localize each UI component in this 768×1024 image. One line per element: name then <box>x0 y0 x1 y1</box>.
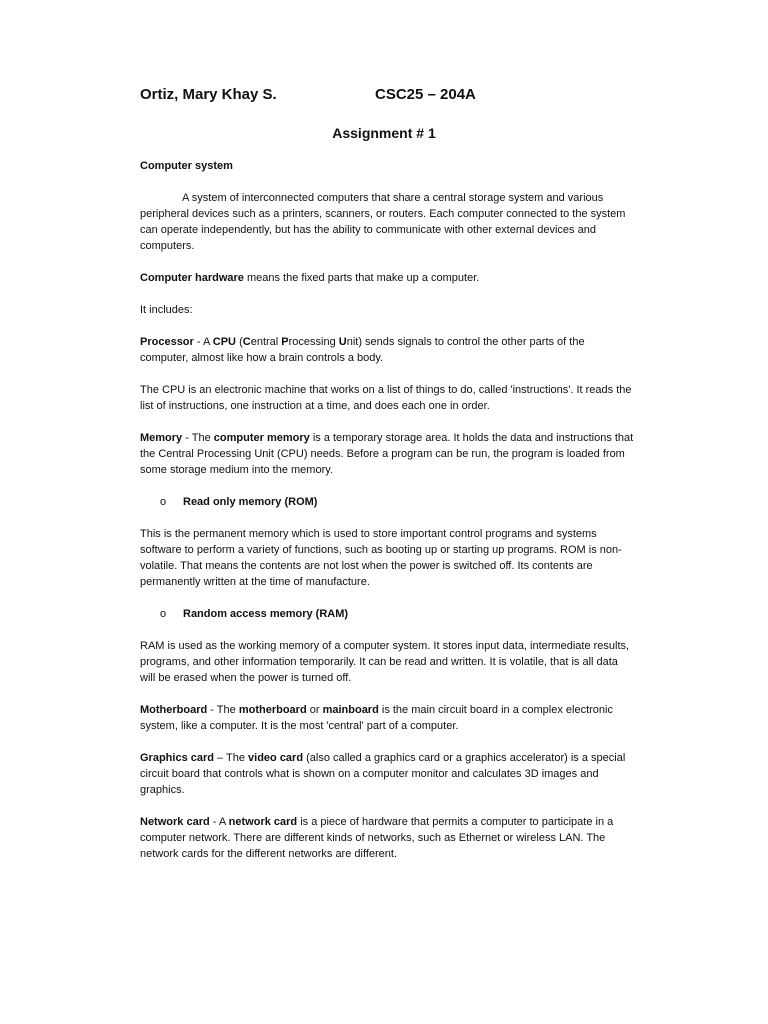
bullet-rom <box>140 494 635 510</box>
graphics-text-2: (also called a graphics card or a graphics accelerator) is a special circuit board that controls what is shown on a computer monitor and calculates 3D images and graphics. <box>140 752 626 796</box>
processor-text-1: - A <box>193 336 213 348</box>
document-header <box>140 86 640 108</box>
section-heading-computer-system: Computer system <box>140 160 233 172</box>
letter-p: P <box>281 336 289 348</box>
term-cpu: CPU <box>212 336 237 348</box>
course-code: CSC25 – 204A <box>375 86 476 103</box>
motherboard-text-1: - The <box>207 704 239 716</box>
network-text-1: - A <box>209 816 229 828</box>
student-name: Ortiz, Mary Khay S. <box>140 86 277 103</box>
term-video-card: video card <box>248 752 304 764</box>
motherboard-text-2: or <box>306 704 323 716</box>
term-processor: Processor <box>140 336 194 348</box>
term-computer-hardware: Computer hardware <box>140 272 244 284</box>
term-memory: Memory <box>140 432 183 444</box>
processor-text-2: ( <box>236 336 243 348</box>
graphics-text-1: – The <box>213 752 249 764</box>
bullet-mark-ram: o <box>160 608 167 620</box>
term-computer-memory: computer memory <box>213 432 310 444</box>
ram-heading: Random access memory (RAM) <box>183 608 349 620</box>
rom-heading: Read only memory (ROM) <box>183 496 318 508</box>
paragraph-cpu-instructions: The CPU is an electronic machine that works on a list of things to do, called 'instructions'. It reads the list of instructions, one instruction at a time, and does each one in order. <box>140 384 632 412</box>
bullet-ram <box>140 606 635 622</box>
memory-text-2: is a temporary storage area. It holds the data and instructions that the Central Processing Unit (CPU) needs. Before a program can be run, the program is loaded from some storage medium into the memory. <box>140 432 634 476</box>
paragraph-graphics-card <box>140 750 635 798</box>
paragraph-motherboard <box>140 702 635 734</box>
hardware-text: means the fixed parts that make up a computer. <box>243 272 480 284</box>
assignment-title: Assignment # 1 <box>332 125 436 141</box>
processor-text-entral: entral <box>250 336 282 348</box>
processor-text-nit: nit) sends signals to control the other parts of the computer, almost like how a brain controls a body. <box>140 336 585 364</box>
term-network-card: Network card <box>140 816 210 828</box>
bullet-mark-rom: o <box>160 496 167 508</box>
paragraph-hardware <box>140 270 635 286</box>
paragraph-includes: It includes: <box>140 304 193 316</box>
paragraph-computer-system: A system of interconnected computers that share a central storage system and various peripheral devices such as a printers, scanners, or routers. Each computer connected to the system can operate independently, but has the ability to communicate with other external devices and computers. <box>140 192 626 252</box>
paragraph-memory <box>140 430 635 478</box>
term-motherboard: Motherboard <box>140 704 208 716</box>
term-mainboard: mainboard <box>322 704 379 716</box>
term-network-card-2: network card <box>228 816 298 828</box>
term-graphics-card: Graphics card <box>140 752 214 764</box>
paragraph-ram: RAM is used as the working memory of a computer system. It stores input data, intermediate results, programs, and other information temporarily. It can be read and written. It is volatile, that is all data will be erased when the power is turned off. <box>140 640 630 684</box>
term-motherboard-2: motherboard <box>238 704 307 716</box>
paragraph-network-card <box>140 814 635 862</box>
letter-c: C <box>242 336 251 348</box>
paragraph-rom: This is the permanent memory which is used to store important control programs and systems software to perform a variety of functions, such as booting up or starting up programs. ROM is non-volatile. That means the contents are not lost when the power is switched off. Its contents are permanently written at the time of manufacture. <box>140 528 622 588</box>
network-text-2: is a piece of hardware that permits a computer to participate in a computer network. There are different kinds of networks, such as Ethernet or wireless LAN. The network cards for the different networks are different. <box>140 816 614 860</box>
memory-text-1: - The <box>182 432 214 444</box>
processor-text-rocessing: rocessing <box>288 336 339 348</box>
paragraph-processor <box>140 334 635 366</box>
letter-u: U <box>338 336 347 348</box>
motherboard-text-3: is the main circuit board in a complex electronic system, like a computer. It is the most 'central' part of a computer. <box>140 704 613 732</box>
document-body <box>140 158 635 878</box>
